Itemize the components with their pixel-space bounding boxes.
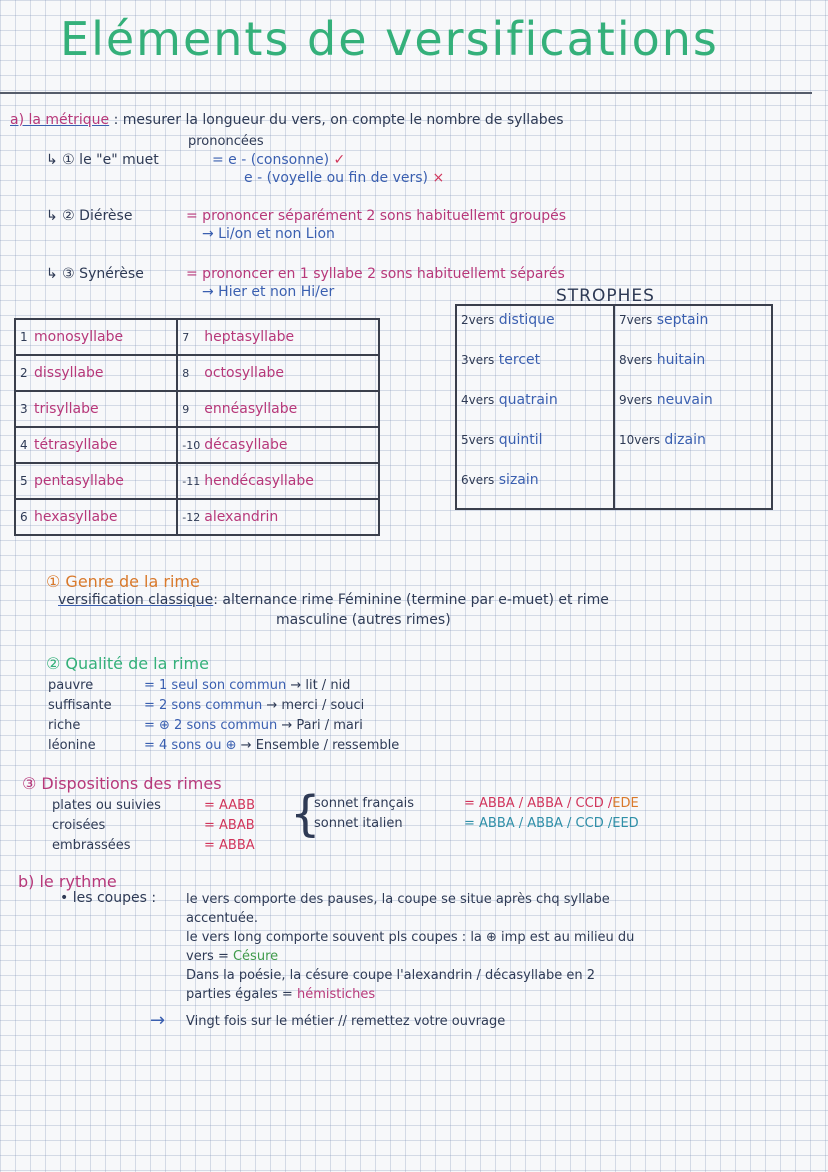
syllable-name: hexasyllabe [34, 509, 118, 525]
qualite-key: suffisante [48, 698, 112, 713]
syllable-number: 7 [182, 331, 190, 344]
list-item [48, 736, 399, 756]
brace-icon: { [290, 786, 321, 842]
list-item [48, 676, 399, 696]
syllable-cell [15, 391, 177, 427]
qualite-example: → Ensemble / ressemble [240, 738, 400, 753]
table-row [15, 391, 379, 427]
table-row [15, 463, 379, 499]
dispositions-list [52, 796, 255, 856]
strophe-count: 9vers [619, 393, 653, 407]
e-muet-label: ↳ ① le "e" muet [46, 152, 159, 168]
sonnet-francais-end: EDE [612, 796, 639, 811]
strophe-count: 10vers [619, 433, 660, 447]
syllable-cell [15, 499, 177, 535]
e-muet-rule-2 [244, 170, 444, 186]
syllable-number: 5 [20, 474, 28, 488]
e-muet-line-1: = e - (consonne) [212, 152, 330, 168]
strophe-name: neuvain [656, 392, 713, 408]
sonnet-francais-label: sonnet français [314, 796, 415, 811]
strophe-entry [619, 392, 767, 432]
table-row [15, 499, 379, 535]
rythme-heading: b) le rythme [18, 872, 117, 891]
sonnet-francais-scheme: = ABBA / ABBA / CCD / [464, 796, 613, 811]
sonnet-francais [314, 794, 639, 814]
dierese-example: → Li/on et non Lion [202, 226, 335, 242]
qualite-example: → Pari / mari [281, 718, 363, 733]
cesure-term: Césure [232, 949, 279, 964]
qualite-value: = 2 sons commun [144, 698, 263, 713]
sonnet-italien [314, 814, 639, 834]
disposition-value: = ABAB [204, 818, 255, 833]
coupes-label: • les coupes : [60, 890, 157, 906]
synerese-example: → Hier et non Hi/er [202, 284, 335, 300]
metrique-definition: : mesurer la longueur du vers, on compte le nombre de syllabes [113, 112, 564, 128]
syllable-name: pentasyllabe [34, 473, 124, 489]
strophe-entry [461, 352, 609, 392]
disposition-value: = ABBA [204, 838, 255, 853]
sonnet-italien-scheme: = ABBA / ABBA / CCD / [464, 816, 613, 831]
qualite-list [48, 676, 399, 756]
rythme-line: le vers long comporte souvent pls coupes : la ⊕ imp est au milieu du [186, 930, 635, 945]
disposition-key: croisées [52, 818, 106, 833]
table-row [15, 427, 379, 463]
list-item [52, 796, 255, 816]
page-title: Eléments de versifications [60, 12, 719, 66]
strophe-entry [461, 472, 609, 502]
check-icon: ✓ [333, 152, 346, 168]
strophes-heading: STROPHES [556, 286, 655, 306]
strophe-entry [461, 392, 609, 432]
rythme-text [186, 890, 634, 1004]
strophe-name: sizain [498, 472, 539, 488]
strophe-count: 3vers [461, 353, 495, 367]
syllable-number: -12 [182, 511, 201, 524]
synerese-label: ↳ ③ Synérèse [46, 266, 144, 282]
syllable-number: 3 [20, 402, 28, 416]
hemistiches-term: hémistiches [296, 987, 376, 1002]
syllable-name: dissyllabe [34, 365, 104, 381]
qualite-key: riche [48, 718, 81, 733]
strophe-entry [619, 352, 767, 392]
example-verse: Vingt fois sur le métier // remettez votre ouvrage [186, 1014, 506, 1029]
cross-icon: × [432, 170, 445, 186]
title-divider [0, 92, 812, 94]
syllable-cell [177, 463, 379, 499]
syllable-cell [15, 355, 177, 391]
strophes-left-column [456, 305, 614, 509]
syllable-cell [177, 391, 379, 427]
dispositions-heading: ③ Dispositions des rimes [22, 774, 222, 793]
metrique-heading: a) la métrique [10, 112, 110, 128]
syllable-number: 4 [20, 438, 28, 452]
list-item [48, 716, 399, 736]
qualite-key: léonine [48, 738, 96, 753]
strophe-count: 7vers [619, 313, 653, 327]
syllable-cell [15, 319, 177, 355]
strophe-count: 5vers [461, 433, 495, 447]
strophe-name: tercet [498, 352, 541, 368]
e-muet-line-2: e - (voyelle ou fin de vers) [244, 170, 429, 186]
qualite-example: → lit / nid [290, 678, 351, 693]
strophe-entry [461, 312, 609, 352]
rythme-text-hemistiche-prefix: parties égales = [186, 987, 293, 1002]
disposition-key: embrassées [52, 838, 131, 853]
metrique-definition-2: prononcées [188, 134, 264, 149]
disposition-value: = AABB [204, 798, 256, 813]
syllable-table [14, 318, 380, 536]
strophe-name: dizain [664, 432, 706, 448]
strophe-name: distique [498, 312, 555, 328]
strophes-right-column [614, 305, 772, 509]
syllable-name: octosyllabe [204, 365, 285, 381]
syllable-number: -11 [182, 475, 201, 488]
genre-definition: : alternance rime Féminine (termine par e-muet) et rime [213, 592, 609, 608]
syllable-name: ennéasyllabe [204, 401, 298, 417]
rythme-line: accentuée. [186, 911, 258, 926]
strophe-count: 4vers [461, 393, 495, 407]
rythme-line [186, 947, 634, 966]
disposition-key: plates ou suivies [52, 798, 161, 813]
syllable-cell [177, 427, 379, 463]
sonnet-italien-label: sonnet italien [314, 816, 403, 831]
qualite-example: → merci / souci [266, 698, 365, 713]
strophes-table [455, 304, 773, 510]
syllable-name: heptasyllabe [204, 329, 295, 345]
strophe-count: 8vers [619, 353, 653, 367]
syllable-name: monosyllabe [34, 329, 124, 345]
syllable-number: 6 [20, 510, 28, 524]
strophe-name: huitain [656, 352, 706, 368]
syllable-cell [177, 355, 379, 391]
strophe-name: septain [656, 312, 709, 328]
syllable-cell [15, 427, 177, 463]
syllable-name: décasyllabe [204, 437, 288, 453]
list-item [52, 836, 255, 856]
strophe-entry [461, 432, 609, 472]
genre-classique: versification classique [58, 592, 214, 608]
metrique-line [10, 112, 564, 128]
syllable-number: -10 [182, 439, 201, 452]
strophe-name: quatrain [498, 392, 558, 408]
sonnet-italien-end: EED [612, 816, 639, 831]
strophe-name: quintil [498, 432, 543, 448]
syllable-number: 2 [20, 366, 28, 380]
syllable-number: 1 [20, 330, 28, 344]
sonnets [314, 794, 639, 834]
rythme-text-cesure-prefix: vers = [186, 949, 229, 964]
syllable-name: alexandrin [204, 509, 279, 525]
syllable-cell [177, 319, 379, 355]
genre-line-2: masculine (autres rimes) [276, 612, 451, 628]
syllable-name: hendécasyllabe [204, 473, 314, 489]
strophe-entry [619, 432, 767, 472]
syllable-cell [15, 463, 177, 499]
qualite-value: = ⊕ 2 sons commun [144, 718, 278, 733]
syllable-name: tétrasyllabe [34, 437, 118, 453]
list-item [48, 696, 399, 716]
syllable-number: 9 [182, 403, 190, 416]
rythme-line: le vers comporte des pauses, la coupe se situe après chq syllabe [186, 892, 610, 907]
table-row [15, 319, 379, 355]
strophe-count: 6vers [461, 473, 495, 487]
qualite-value: = 4 sons ou ⊕ [144, 738, 237, 753]
strophe-entry [619, 312, 767, 352]
syllable-cell [177, 499, 379, 535]
qualite-key: pauvre [48, 678, 94, 693]
e-muet-rule-1 [212, 152, 345, 168]
arrow-right-icon: → [150, 1010, 166, 1031]
strophe-count: 2vers [461, 313, 495, 327]
list-item [52, 816, 255, 836]
synerese-definition: = prononcer en 1 syllabe 2 sons habituellemt séparés [186, 266, 565, 282]
dierese-label: ↳ ② Diérèse [46, 208, 133, 224]
syllable-number: 8 [182, 367, 190, 380]
rythme-line: Dans la poésie, la césure coupe l'alexandrin / décasyllabe en 2 [186, 968, 596, 983]
qualite-heading: ② Qualité de la rime [46, 654, 209, 673]
genre-line-1 [58, 592, 609, 608]
table-row [456, 305, 772, 509]
dierese-definition: = prononcer séparément 2 sons habituellemt groupés [186, 208, 566, 224]
syllable-name: trisyllabe [34, 401, 99, 417]
rythme-line [186, 985, 634, 1004]
genre-heading: ① Genre de la rime [46, 572, 200, 591]
qualite-value: = 1 seul son commun [144, 678, 287, 693]
table-row [15, 355, 379, 391]
